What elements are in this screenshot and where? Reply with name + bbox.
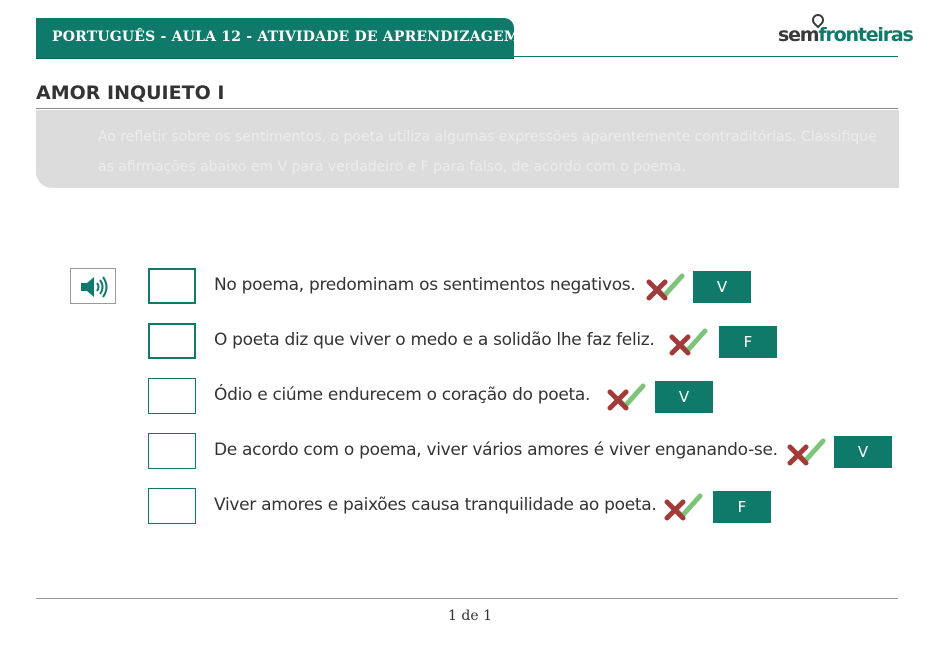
statement-text: De acordo com o poema, viver vários amores é viver enganando-se. — [214, 440, 778, 460]
check-cross-icon — [669, 325, 709, 359]
answer-box[interactable] — [148, 488, 196, 524]
check-cross-icon — [664, 490, 704, 524]
instructions-panel — [36, 110, 899, 188]
speaker-icon — [79, 274, 109, 300]
logo-part-fronteiras: fronteiras — [818, 24, 913, 46]
answer-box[interactable] — [148, 268, 196, 304]
statement-text: Ódio e ciúme endurecem o coração do poeta. — [214, 385, 591, 405]
answer-box[interactable] — [148, 378, 196, 414]
statement-text: Viver amores e paixões causa tranquilidade ao poeta. — [214, 495, 657, 515]
instructions-text: Ao refletir sobre os sentimentos, o poeta utiliza algumas expressões aparentemente contraditórias. Classifique as afirmações abaixo em V para verdadeiro e F para falso, de acordo com o poema. — [98, 129, 877, 175]
answer-box[interactable] — [148, 433, 196, 469]
footer-divider — [36, 598, 898, 599]
header-bar — [36, 18, 520, 58]
activity-title: AMOR INQUIETO I — [36, 82, 225, 104]
answer-button[interactable]: V — [655, 381, 713, 413]
check-cross-icon — [646, 270, 686, 304]
title-divider — [36, 108, 898, 109]
header-title: PORTUGUÊS - AULA 12 - ATIVIDADE DE APRENDIZAGEM — [52, 29, 520, 45]
semfronteiras-logo — [778, 24, 913, 48]
statement-text: O poeta diz que viver o medo e a solidão lhe faz feliz. — [214, 330, 655, 350]
check-cross-icon — [607, 380, 647, 414]
check-cross-icon — [787, 435, 827, 469]
answer-button[interactable]: F — [719, 326, 777, 358]
answer-button[interactable]: F — [713, 491, 771, 523]
page-indicator: 1 de 1 — [448, 608, 492, 624]
logo-part-sem: sem — [778, 24, 819, 46]
statement-text: No poema, predominam os sentimentos negativos. — [214, 275, 636, 295]
audio-button[interactable] — [70, 268, 116, 304]
answer-button[interactable]: V — [834, 436, 892, 468]
header-divider — [36, 56, 898, 57]
answer-button[interactable]: V — [693, 271, 751, 303]
answer-box[interactable] — [148, 323, 196, 359]
